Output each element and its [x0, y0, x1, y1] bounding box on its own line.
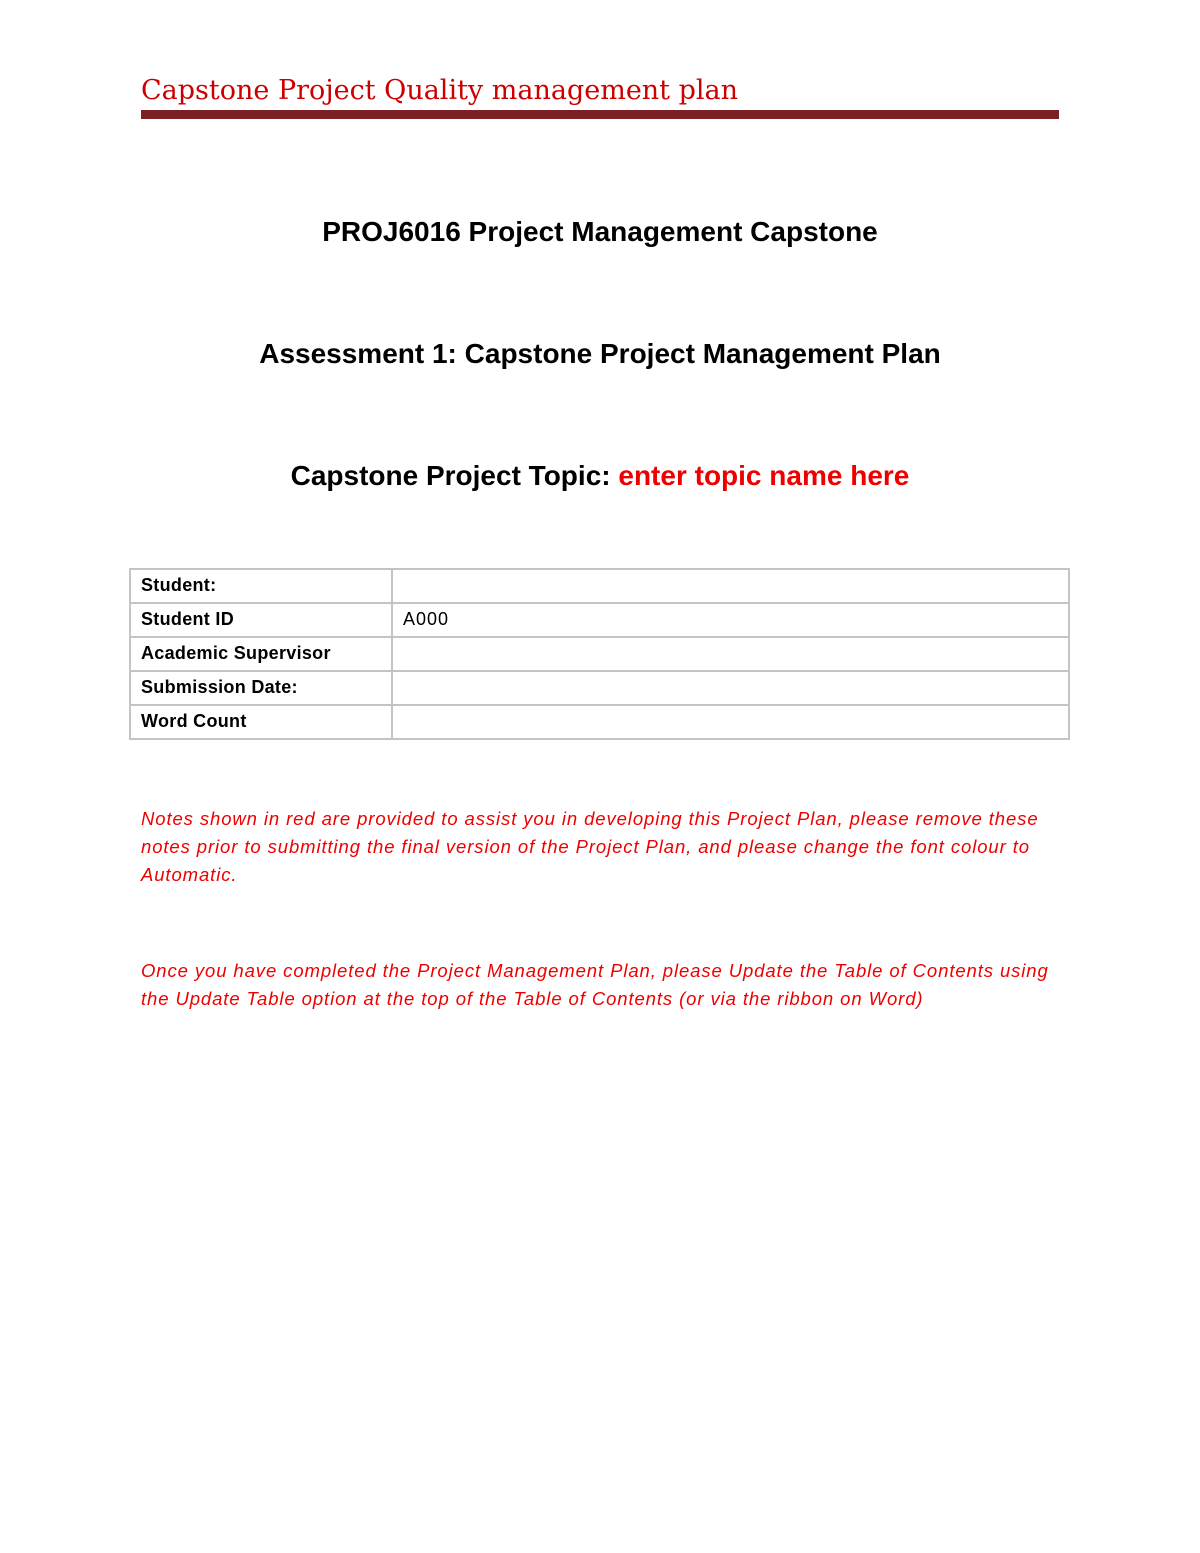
topic-value: enter topic name here: [618, 460, 910, 491]
assessment-title: Assessment 1: Capstone Project Management Plan: [259, 338, 941, 369]
course-title: PROJ6016 Project Management Capstone: [322, 216, 878, 247]
topic-line: [0, 460, 1200, 492]
row-label-student-id: Student ID: [130, 603, 392, 637]
row-label-academic-supervisor: Academic Supervisor: [130, 637, 392, 671]
student-details-table: [129, 568, 1070, 740]
table-row: [130, 671, 1069, 705]
page-header: [141, 72, 1059, 119]
table-row: [130, 705, 1069, 739]
row-value-submission-date[interactable]: [392, 671, 1069, 705]
red-note-instructions: Notes shown in red are provided to assist you in developing this Project Plan, please remove these notes prior to submitting the final version of the Project Plan, and please change the font colour to Automatic.: [141, 808, 1039, 885]
header-rule: [141, 110, 1059, 119]
table-row: [130, 569, 1069, 603]
row-value-word-count[interactable]: [392, 705, 1069, 739]
row-label-student: Student:: [130, 569, 392, 603]
row-value-student-id[interactable]: A000: [392, 603, 1069, 637]
row-value-student[interactable]: [392, 569, 1069, 603]
table-row: [130, 637, 1069, 671]
topic-label: Capstone Project Topic:: [290, 460, 611, 491]
header-title: Capstone Project Quality management plan: [141, 75, 739, 106]
row-value-academic-supervisor[interactable]: [392, 637, 1069, 671]
row-label-submission-date: Submission Date:: [130, 671, 392, 705]
row-label-word-count: Word Count: [130, 705, 392, 739]
red-note-update-toc: Once you have completed the Project Management Plan, please Update the Table of Contents using the Update Table option at the top of the Table of Contents (or via the ribbon on Word): [141, 960, 1049, 1009]
table-row: [130, 603, 1069, 637]
